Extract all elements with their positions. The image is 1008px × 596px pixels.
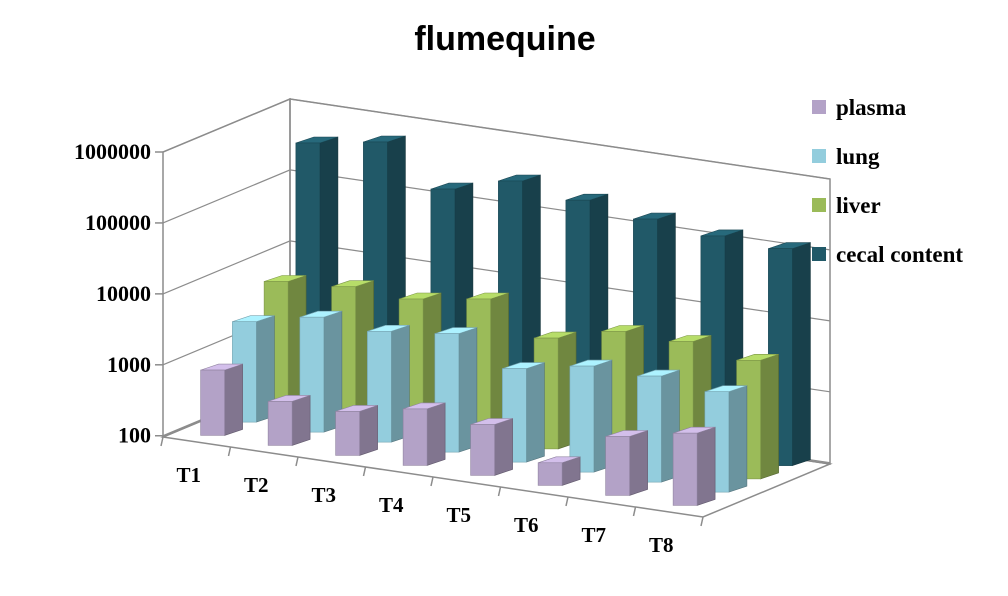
legend-swatch <box>812 100 826 114</box>
plot-bars <box>201 136 811 505</box>
bar-side <box>761 354 779 479</box>
bar-plasma-T1 <box>201 364 243 435</box>
x-tick-mark <box>364 467 366 476</box>
bar-side <box>697 427 715 505</box>
y-tick-label: 1000000 <box>74 139 151 164</box>
bar-front <box>336 411 360 455</box>
bar-front <box>268 401 292 445</box>
bar-plasma-T3 <box>336 405 378 455</box>
x-tick-mark <box>634 507 636 516</box>
bar-side <box>729 386 747 492</box>
x-tick-label: T7 <box>581 523 607 547</box>
y-tick-label: 1000 <box>107 351 151 377</box>
x-tick-label: T6 <box>513 513 539 537</box>
bar-front <box>403 409 427 465</box>
legend-swatch <box>812 198 826 212</box>
bar-plasma-T5 <box>471 419 513 476</box>
x-tick-mark <box>701 517 703 526</box>
x-tick-mark <box>431 477 433 486</box>
x-tick-mark <box>296 457 298 466</box>
y-tick-label: 100000 <box>85 209 151 235</box>
bar-plasma-T7 <box>606 431 648 496</box>
bar-side <box>792 243 810 466</box>
x-tick-mark <box>229 447 231 456</box>
bar-plasma-T6 <box>538 457 580 486</box>
x-tick-label: T8 <box>648 533 674 557</box>
y-tick-label: 100 <box>118 422 151 448</box>
x-tick-label: T3 <box>311 483 337 507</box>
legend-label: cecal content <box>836 242 964 267</box>
x-tick-label: T2 <box>243 473 269 497</box>
bar-plasma-T2 <box>268 395 310 445</box>
y-axis-ticks <box>74 139 151 448</box>
bar-plasma-T4 <box>403 403 445 466</box>
legend-label: liver <box>836 193 881 218</box>
bar-side <box>495 419 513 476</box>
chart-title: flumequine <box>414 20 596 58</box>
legend-label: plasma <box>836 95 907 120</box>
bar-front <box>538 463 562 486</box>
x-tick-label: T4 <box>378 493 404 517</box>
x-tick-mark <box>161 437 163 446</box>
legend-swatch <box>812 247 826 261</box>
legend-label: lung <box>836 144 880 169</box>
bar-front <box>471 425 495 476</box>
legend-swatch <box>812 149 826 163</box>
x-tick-mark <box>499 487 501 496</box>
bar-front <box>570 366 594 472</box>
bar-front <box>606 436 630 495</box>
bar-side <box>427 403 445 466</box>
bar-side <box>292 395 310 445</box>
bar-side <box>526 363 544 463</box>
x-tick-label: T5 <box>446 503 472 527</box>
x-tick-mark <box>566 497 568 506</box>
x-tick-label: T1 <box>176 463 202 487</box>
bar-side <box>630 431 648 496</box>
bar-side <box>225 364 243 435</box>
bar-front <box>201 370 225 435</box>
legend <box>812 95 963 267</box>
y-tick-label: 10000 <box>96 280 151 306</box>
bar-plasma-T8 <box>673 427 715 505</box>
bar-side <box>360 405 378 455</box>
bar-front <box>673 433 697 505</box>
